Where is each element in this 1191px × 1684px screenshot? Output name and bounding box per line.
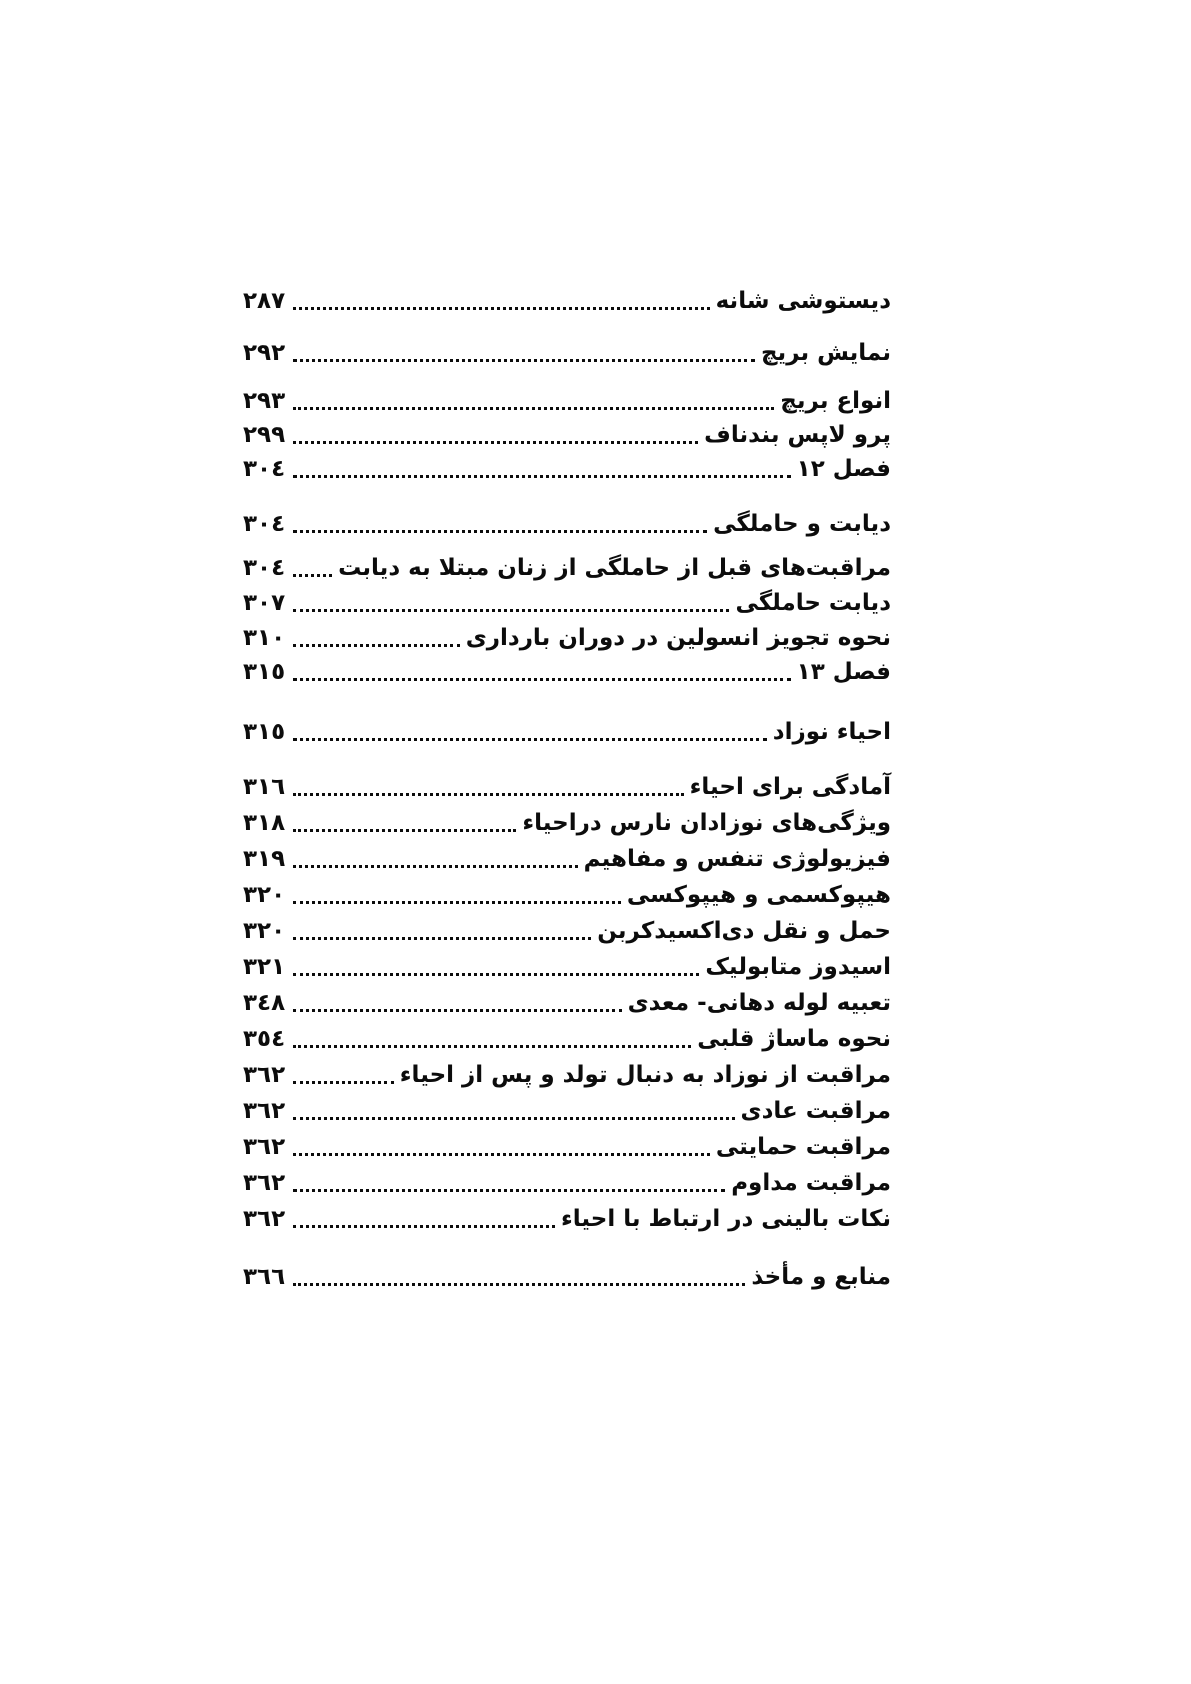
toc-entry-page-number: ٣٠٤ — [243, 555, 286, 581]
toc-entry-title: نکات بالینی در ارتباط با احیاء — [561, 1206, 891, 1232]
toc-entry-page-number: ٣١٨ — [243, 810, 286, 836]
dotted-leader — [292, 770, 685, 804]
dotted-leader — [292, 1130, 711, 1164]
toc-entry-page-number: ٣١٦ — [243, 774, 286, 800]
toc-entry — [243, 1166, 891, 1200]
toc-entry-title: نحوه ماساژ قلبی — [697, 1026, 891, 1052]
dotted-leader — [292, 551, 333, 585]
toc-entry-page-number: ٣٦٢ — [243, 1134, 286, 1160]
toc-entry-title: مراقبت حمایتی — [715, 1134, 891, 1160]
toc-entry — [243, 770, 891, 804]
toc-entry-title: فصل ١٣ — [796, 659, 891, 685]
toc-entry-title: نمایش بریچ — [760, 340, 891, 366]
toc-entry — [243, 336, 891, 370]
toc-entry — [243, 878, 891, 912]
dotted-leader — [292, 1022, 692, 1056]
toc-entry-title: فیزیولوژی تنفس و مفاهیم — [583, 846, 891, 872]
toc-entry-page-number: ٣١٥ — [243, 659, 286, 685]
toc-entry-chapter — [243, 655, 891, 689]
toc-entry-title: هیپوکسمی و هیپوکسی — [626, 882, 891, 908]
toc-entry — [243, 586, 891, 620]
table-of-contents — [243, 284, 891, 1294]
toc-entry-page-number: ٢٨٧ — [243, 288, 286, 314]
toc-entry-page-number: ٣٠٧ — [243, 590, 286, 616]
dotted-leader — [292, 914, 592, 948]
toc-entry-page-number: ٣٦٢ — [243, 1206, 286, 1232]
dotted-leader — [292, 878, 622, 912]
toc-entry-title: مراقبت مداوم — [731, 1170, 891, 1196]
toc-entry-page-number: ٣٦٢ — [243, 1170, 286, 1196]
toc-entry-heading — [243, 507, 891, 541]
toc-entry-title: انواع بریچ — [780, 388, 891, 414]
toc-entry — [243, 621, 891, 655]
toc-entry-page-number: ٢٩٩ — [243, 422, 286, 448]
toc-entry — [243, 418, 891, 452]
dotted-leader — [292, 284, 710, 318]
toc-entry-page-number: ٣٦٢ — [243, 1062, 286, 1088]
dotted-leader — [292, 806, 517, 840]
dotted-leader — [292, 1202, 556, 1236]
toc-entry — [243, 284, 891, 318]
toc-entry-page-number: ٣٦٦ — [243, 1264, 286, 1290]
dotted-leader — [292, 1058, 395, 1092]
dotted-leader — [292, 655, 792, 689]
toc-entry-page-number: ٣١٥ — [243, 719, 286, 745]
toc-entry-heading — [243, 715, 891, 749]
dotted-leader — [292, 384, 775, 418]
toc-entry-title: تعبیه لوله دهانی- معدی — [627, 990, 891, 1016]
dotted-leader — [292, 586, 730, 620]
toc-entry-title: مراقبت‌های قبل از حاملگی از زنان مبتلا به دیابت — [338, 555, 891, 581]
toc-entry — [243, 950, 891, 984]
toc-entry-page-number: ٣١٩ — [243, 846, 286, 872]
dotted-leader — [292, 507, 708, 541]
dotted-leader — [292, 621, 461, 655]
toc-entry-title: دیستوشی شانه — [715, 288, 891, 314]
toc-entry-title: ویژگی‌های نوزادان نارس دراحیاء — [522, 810, 891, 836]
toc-entry-page-number: ٢٩٣ — [243, 388, 286, 414]
toc-entry — [243, 806, 891, 840]
toc-entry — [243, 914, 891, 948]
dotted-leader — [292, 418, 699, 452]
toc-entry-page-number: ٣١٠ — [243, 625, 286, 651]
dotted-leader — [292, 986, 622, 1020]
toc-entry-heading — [243, 1260, 891, 1294]
toc-entry-page-number: ٣٠٤ — [243, 511, 286, 537]
dotted-leader — [292, 452, 792, 486]
toc-entry — [243, 1022, 891, 1056]
toc-entry — [243, 1058, 891, 1092]
toc-entry — [243, 384, 891, 418]
toc-entry-page-number: ٣٢٠ — [243, 882, 286, 908]
toc-entry-page-number: ٣٢١ — [243, 954, 286, 980]
toc-entry-title: فصل ١٢ — [796, 456, 891, 482]
toc-entry — [243, 986, 891, 1020]
toc-entry-page-number: ٣٤٨ — [243, 990, 286, 1016]
toc-entry-title: مراقبت از نوزاد به دنبال تولد و پس از احیاء — [399, 1062, 891, 1088]
toc-entry-title: دیابت حاملگی — [735, 590, 891, 616]
toc-entry-page-number: ٢٩٢ — [243, 340, 286, 366]
toc-entry — [243, 1130, 891, 1164]
toc-entry — [243, 842, 891, 876]
toc-entry-page-number: ٣٠٤ — [243, 456, 286, 482]
toc-entry-title: دیابت و حاملگی — [713, 511, 891, 537]
toc-entry-title: آمادگی برای احیاء — [689, 774, 891, 800]
toc-entry-title: منابع و مأخذ — [751, 1264, 891, 1290]
toc-entry-title: پرو لاپس بندناف — [704, 422, 891, 448]
dotted-leader — [292, 1260, 746, 1294]
dotted-leader — [292, 1094, 735, 1128]
dotted-leader — [292, 842, 578, 876]
toc-entry — [243, 551, 891, 585]
toc-entry-title: احیاء نوزاد — [772, 719, 891, 745]
toc-entry — [243, 1094, 891, 1128]
dotted-leader — [292, 715, 768, 749]
toc-entry — [243, 1202, 891, 1236]
toc-entry-page-number: ٣٢٠ — [243, 918, 286, 944]
toc-entry-title: مراقبت عادی — [740, 1098, 891, 1124]
toc-entry-title: نحوه تجویز انسولین در دوران بارداری — [465, 625, 891, 651]
toc-entry-page-number: ٣٥٤ — [243, 1026, 286, 1052]
toc-entry-title: حمل و نقل دی‌اکسیدکربن — [597, 918, 891, 944]
dotted-leader — [292, 336, 756, 370]
toc-entry-title: اسیدوز متابولیک — [705, 954, 891, 980]
toc-entry-page-number: ٣٦٢ — [243, 1098, 286, 1124]
dotted-leader — [292, 950, 700, 984]
toc-entry-chapter — [243, 452, 891, 486]
dotted-leader — [292, 1166, 726, 1200]
